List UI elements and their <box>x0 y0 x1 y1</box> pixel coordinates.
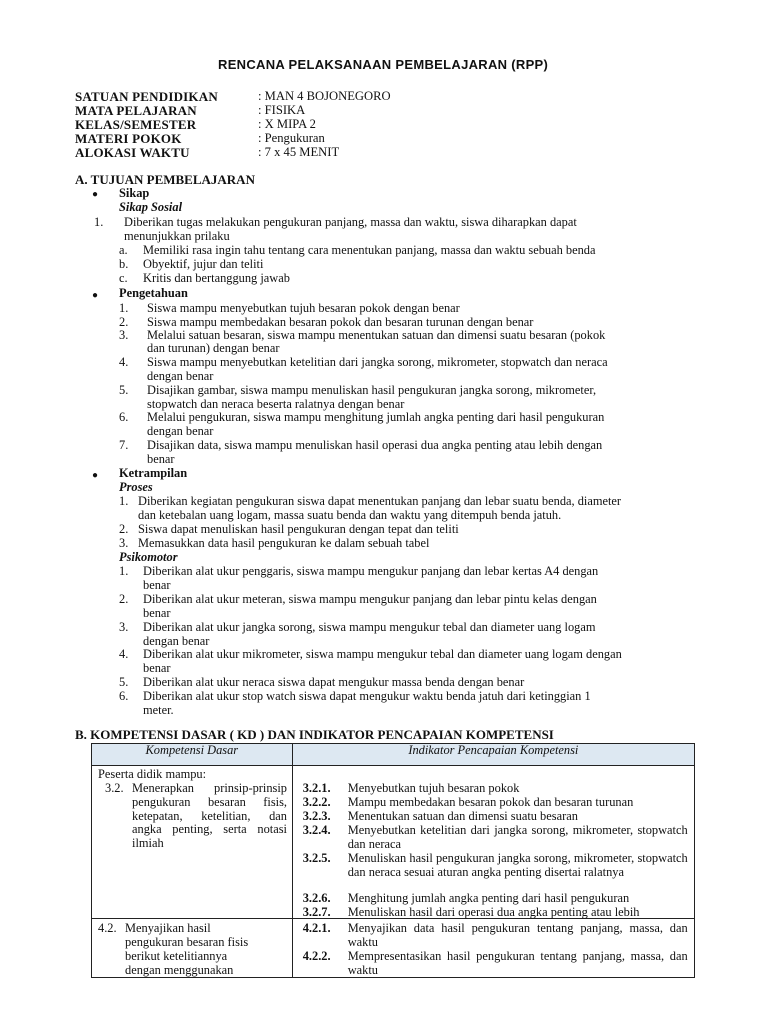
list-item-text: Siswa mampu menyebutkan tujuh besaran pokok dengan benar <box>147 301 460 315</box>
list-item-text: benar <box>143 606 171 620</box>
indicator-cell <box>292 766 694 919</box>
identity-label: MATA PELAJARAN <box>75 103 197 118</box>
list-item-text: Diberikan alat ukur neraca siswa dapat mengukur massa benda dengan benar <box>143 675 525 689</box>
kd-number: 3.2. <box>105 781 124 795</box>
kd-text: pengukuran besaran fisis <box>125 935 249 949</box>
list-number: 1. <box>119 564 129 578</box>
indicator-number: 3.2.6. <box>302 891 331 905</box>
proses-label: Proses <box>119 480 153 494</box>
kd-number: 4.2. <box>98 921 117 935</box>
indicator-number: 3.2.3. <box>302 809 331 823</box>
list-item-text: Melalui pengukuran, siswa mampu menghitung jumlah angka penting dari hasil pengukuran <box>147 410 605 424</box>
list-number: 3. <box>119 536 129 550</box>
list-item-text: dengan benar <box>147 369 214 383</box>
document-title: RENCANA PELAKSANAAN PEMBELAJARAN (RPP) <box>218 57 549 72</box>
list-item-text: Siswa dapat menuliskan hasil pengukuran dengan tepat dan teliti <box>138 522 459 536</box>
list-item-text: benar <box>147 452 175 466</box>
pengetahuan-label: Pengetahuan <box>119 286 188 300</box>
identity-label: KELAS/SEMESTER <box>75 117 197 132</box>
indicator-number: 3.2.7. <box>302 905 331 919</box>
indicator-text: Menuliskan hasil pengukuran jangka sorong, mikrometer, stopwatch dan neraca sesuai aturan angka penting disertai ralatnya <box>347 851 688 879</box>
sikap-sosial-label: Sikap Sosial <box>119 200 183 214</box>
list-item-text: Diberikan alat ukur mikrometer, siswa mampu mengukur tebal dan diameter uang logam dengan <box>143 647 622 661</box>
list-letter: b. <box>119 257 129 271</box>
indicator-text: Menyebutkan tujuh besaran pokok <box>347 781 520 795</box>
list-number: 6. <box>119 689 129 703</box>
list-item-text: stopwatch dan neraca beserta ralatnya dengan benar <box>147 397 405 411</box>
list-item-text: Disajikan gambar, siswa mampu menuliskan hasil pengukuran jangka sorong, mikrometer, <box>147 383 597 397</box>
psikomotor-label: Psikomotor <box>119 550 178 564</box>
list-item-text: Diberikan alat ukur stop watch siswa dapat mengukur waktu benda jatuh dari ketinggian 1 <box>143 689 591 703</box>
identity-value: : FISIKA <box>258 103 306 117</box>
list-item-text: Siswa mampu menyebutkan ketelitian dari jangka sorong, mikrometer, stopwatch dan neraca <box>147 355 608 369</box>
ketrampilan-label: Ketrampilan <box>119 466 188 480</box>
list-item-text: Diberikan tugas melakukan pengukuran panjang, massa dan waktu, siswa diharapkan dapat <box>124 215 577 229</box>
indicator-text: Mempresentasikan hasil pengukuran tentang panjang, massa, dan waktu <box>347 949 688 977</box>
list-number: 4. <box>119 355 129 369</box>
column-header-indikator: Indikator Pencapaian Kompetensi <box>292 744 694 766</box>
list-item-text: benar <box>143 578 171 592</box>
identity-value: : X MIPA 2 <box>258 117 316 131</box>
list-item-text: Memiliki rasa ingin tahu tentang cara menentukan panjang, massa dan waktu sebuah benda <box>143 243 596 257</box>
indicator-number: 3.2.1. <box>302 781 331 795</box>
table-header-row <box>92 744 695 766</box>
list-number: 4. <box>119 647 129 661</box>
kd-cell <box>92 919 293 978</box>
indicator-number: 3.2.4. <box>302 823 331 837</box>
indicator-text: Mampu membedakan besaran pokok dan besaran turunan <box>347 795 634 809</box>
sikap-label: Sikap <box>119 186 150 200</box>
list-item-text: Melalui satuan besaran, siswa mampu menentukan satuan dan dimensi suatu besaran (pokok <box>147 328 606 342</box>
list-item-text: Kritis dan bertanggung jawab <box>143 271 290 285</box>
kd-table <box>91 743 695 978</box>
list-number: 3. <box>119 620 129 634</box>
indicator-text: Menuliskan hasil dari operasi dua angka penting atau lebih <box>347 905 640 919</box>
list-number: 1. <box>119 494 129 508</box>
list-item-text: dan turunan) dengan benar <box>147 341 280 355</box>
list-item-text: Diberikan alat ukur penggaris, siswa mampu mengukur panjang dan lebar kertas A4 dengan <box>143 564 599 578</box>
list-number: 7. <box>119 438 129 452</box>
list-number: 1. <box>119 301 129 315</box>
list-item-text: meter. <box>143 703 174 717</box>
identity-value: : 7 x 45 MENIT <box>258 145 340 159</box>
list-number: 5. <box>119 675 129 689</box>
list-number: 6. <box>119 410 129 424</box>
indicator-number: 3.2.2. <box>302 795 331 809</box>
list-number: 2. <box>119 592 129 606</box>
identity-label: MATERI POKOK <box>75 131 182 146</box>
column-header-kd: Kompetensi Dasar <box>92 744 293 766</box>
list-number: 1. <box>94 215 104 229</box>
section-b-heading: B. KOMPETENSI DASAR ( KD ) DAN INDIKATOR PENCAPAIAN KOMPETENSI <box>75 727 554 742</box>
list-number: 2. <box>119 522 129 536</box>
bullet-icon: ● <box>92 189 99 200</box>
list-number: 5. <box>119 383 129 397</box>
list-item-text: Diberikan alat ukur meteran, siswa mampu mengukur panjang dan lebar pintu kelas dengan <box>143 592 597 606</box>
list-letter: a. <box>119 243 128 257</box>
bullet-icon: ● <box>92 290 99 301</box>
kd-text: Menyajikan hasil <box>125 921 211 935</box>
indicator-text: Menyebutkan ketelitian dari jangka sorong, mikrometer, stopwatch dan neraca <box>347 823 688 851</box>
list-item-text: Siswa mampu membedakan besaran pokok dan besaran turunan dengan benar <box>147 315 534 329</box>
list-item-text: dan ketebalan uang logam, massa suatu benda dan waktu yang ditempuh benda jatuh. <box>138 508 562 522</box>
indicator-text: Menyajikan data hasil pengukuran tentang panjang, massa, dan waktu <box>347 921 688 949</box>
identity-value: : Pengukuran <box>258 131 325 145</box>
section-a-heading: A. TUJUAN PEMBELAJARAN <box>75 172 255 187</box>
kd-cell <box>92 766 293 919</box>
indicator-number: 4.2.2. <box>302 949 331 963</box>
list-item-text: Obyektif, jujur dan teliti <box>143 257 264 271</box>
list-item-text: Disajikan data, siswa mampu menuliskan hasil operasi dua angka penting atau lebih dengan <box>147 438 603 452</box>
list-letter: c. <box>119 271 128 285</box>
list-item-text: benar <box>143 661 171 675</box>
kd-text: berikut ketelitiannya <box>125 949 228 963</box>
list-item-text: Diberikan kegiatan pengukuran siswa dapat menentukan panjang dan lebar suatu benda, diameter <box>138 494 622 508</box>
table-row <box>92 919 695 978</box>
identity-label: ALOKASI WAKTU <box>75 145 190 160</box>
indicator-text: Menentukan satuan dan dimensi suatu besaran <box>347 809 578 823</box>
list-number: 2. <box>119 315 129 329</box>
bullet-icon: ● <box>92 470 99 481</box>
kd-text: Menerapkan prinsip-prinsip pengukuran besaran fisis, ketepatan, ketelitian, dan angka penting, serta notasi ilmiah <box>132 781 287 851</box>
list-item-text: dengan benar <box>147 424 214 438</box>
table-row <box>92 766 695 919</box>
identity-label: SATUAN PENDIDIKAN <box>75 89 218 104</box>
list-item-text: Diberikan alat ukur jangka sorong, siswa mampu mengukur tebal dan diameter uang logam <box>143 620 596 634</box>
list-item-text: dengan benar <box>143 634 210 648</box>
kd-intro: Peserta didik mampu: <box>98 767 207 781</box>
identity-value: : MAN 4 BOJONEGORO <box>258 89 391 103</box>
list-number: 3. <box>119 328 129 342</box>
list-item-text: Memasukkan data hasil pengukuran ke dalam sebuah tabel <box>138 536 430 550</box>
kd-text: dengan menggunakan <box>125 963 234 977</box>
list-item-text: menunjukkan prilaku <box>124 229 230 243</box>
indicator-number: 3.2.5. <box>302 851 331 865</box>
indicator-cell <box>292 919 694 978</box>
indicator-number: 4.2.1. <box>302 921 331 935</box>
indicator-text: Menghitung jumlah angka penting dari hasil pengukuran <box>347 891 630 905</box>
